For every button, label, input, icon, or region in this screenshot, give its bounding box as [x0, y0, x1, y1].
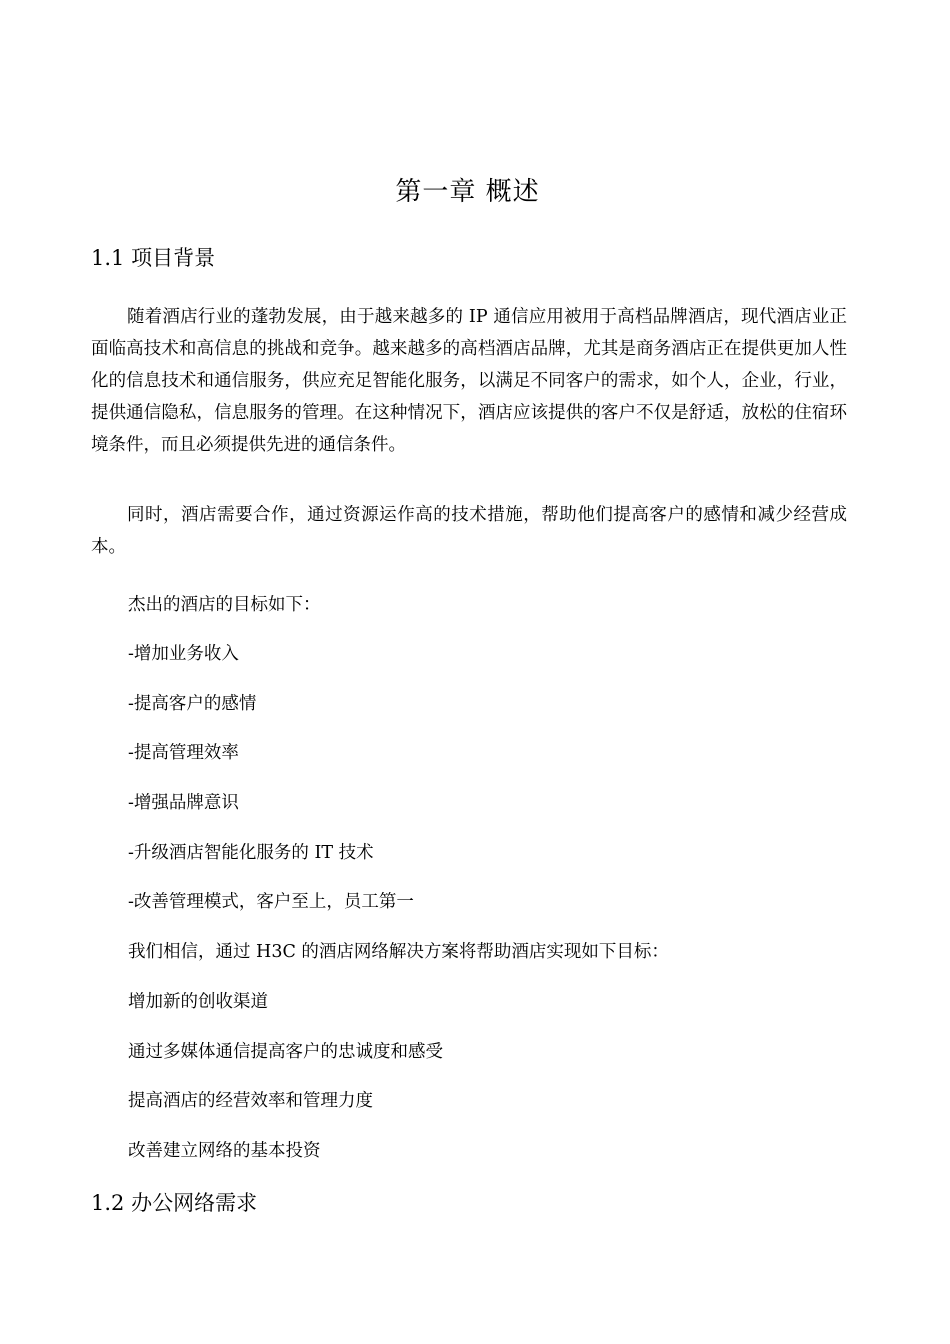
goal-item: -提高客户的感情	[128, 694, 257, 714]
solution-goal-item: 改善建立网络的基本投资	[128, 1141, 321, 1161]
solution-goal-item: 提高酒店的经营效率和管理力度	[128, 1091, 373, 1111]
goal-item: -改善管理模式，客户至上，员工第一	[128, 892, 414, 912]
solution-intro: 我们相信，通过 H3C 的酒店网络解决方案将帮助酒店实现如下目标：	[128, 942, 669, 962]
goal-item: -提高管理效率	[128, 743, 239, 763]
goal-item: -升级酒店智能化服务的 IT 技术	[128, 843, 374, 863]
solution-goal-item: 通过多媒体通信提高客户的忠诚度和感受	[128, 1042, 443, 1062]
goal-item: -增加业务收入	[128, 644, 239, 664]
goals-intro: 杰出的酒店的目标如下：	[128, 595, 321, 615]
chapter-title: 第一章 概述	[395, 177, 540, 207]
paragraph-industry-background: 随着酒店行业的蓬勃发展，由于越来越多的 IP 通信应用被用于高档品牌酒店，现代酒店业正面临高技术和高信息的挑战和竞争。越来越多的高档酒店品牌，尤其是商务酒店正在提供更加人性化的信息技术和通信服务，供应充足智能化服务，以满足不同客户的需求，如个人，企业，行业，提供通信隐私，信息服务的管理。在这种情况下，酒店应该提供的客户不仅是舒适，放松的住宿环境条件，而且必须提供先进的通信条件。	[91, 307, 847, 455]
goal-item: -增强品牌意识	[128, 793, 239, 813]
solution-goal-item: 增加新的创收渠道	[128, 992, 268, 1012]
section-heading-office-network: 1.2 办公网络需求	[91, 1191, 258, 1215]
paragraph-cooperation: 同时，酒店需要合作，通过资源运作高的技术措施，帮助他们提高客户的感情和减少经营成本。	[91, 505, 847, 557]
section-heading-background: 1.1 项目背景	[91, 246, 216, 270]
